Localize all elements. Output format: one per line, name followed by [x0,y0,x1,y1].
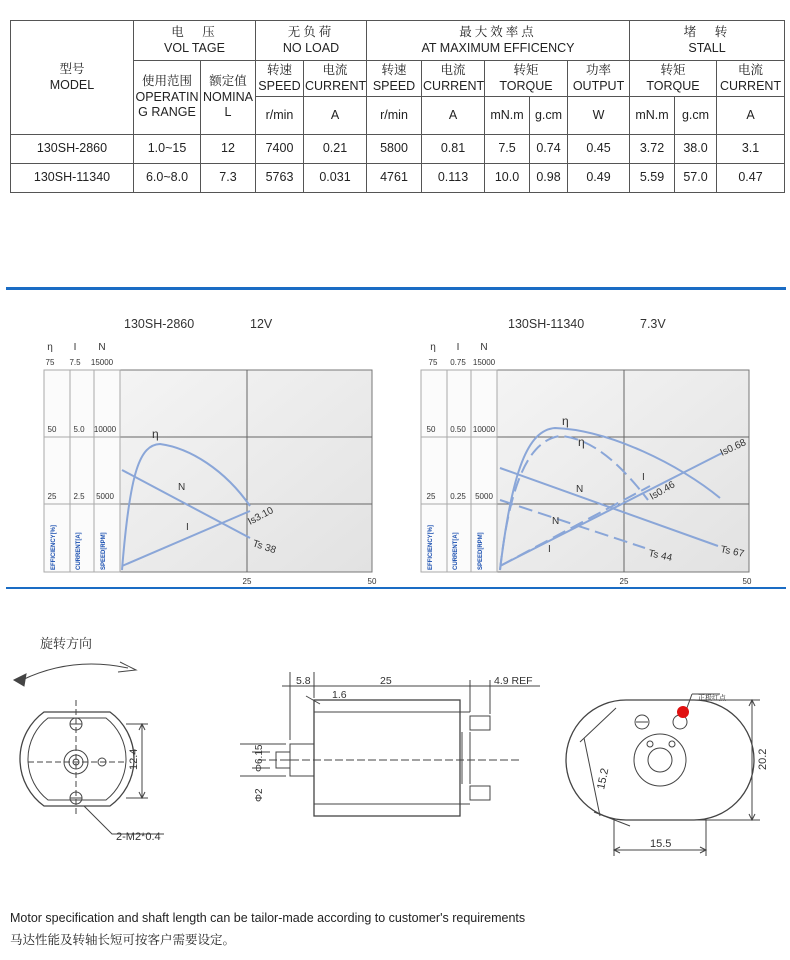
cell-st-torque-gcm: 38.0 [675,135,717,164]
cell-st-current: 3.1 [717,135,785,164]
model-header: 型号 MODEL [11,21,134,135]
cell-me-torque-gcm: 0.98 [530,164,568,193]
no-load-header: 无负荷 NO LOAD [256,21,367,61]
chart2-axis-label-efficiency: EFFICIENCY[%] [428,525,434,570]
cell-nl-current: 0.031 [304,164,367,193]
positive-terminal-red-dot [677,706,689,718]
rotation-direction-label: 旋转方向 [40,636,93,651]
dim-12-4: 12.4 [128,748,140,770]
max-efficiency-header: 最大效率点 AT MAXIMUM EFFICENCY [367,21,630,61]
chart1-label-ts: Ts 38 [251,538,278,557]
cell-range: 6.0~8.0 [134,164,201,193]
chart2-axis-label-current: CURRENT[A] [453,532,459,570]
me-speed-header: 转速 SPEED [367,61,422,97]
chart2-tick: 25 [426,492,436,501]
chart1-label-n: N [178,482,186,493]
cell-me-speed: 4761 [367,164,422,193]
dim-15-2: 15.2 [595,767,612,791]
chart2 [421,342,752,586]
cell-me-torque-mnm: 10.0 [485,164,530,193]
chart2-label-ts: Ts 67 [719,544,746,560]
side-view [240,672,540,816]
cell-model: 130SH-11340 [11,164,134,193]
table-row [11,164,785,193]
unit-rpm: r/min [367,97,422,135]
section-divider-top [6,287,786,290]
chart2-label-n-alt: N [552,516,560,527]
chart1-tick: 2.5 [73,492,85,501]
chart1-axis-head-n: N [98,342,106,353]
dim-15-5: 15.5 [650,838,672,850]
unit-amp: A [422,97,485,135]
stall-header: 堵 转 STALL [630,21,785,61]
unit-gcm: g.cm [530,97,568,135]
footer-note-en: Motor specification and shaft length can be tailor-made according to customer's requirements [10,911,526,925]
chart1-plot-area [120,370,372,572]
dim-20-2: 20.2 [757,748,769,770]
chart1-tick: 25 [47,492,57,501]
chart1-label-i: I [186,522,189,533]
cell-me-output: 0.45 [568,135,630,164]
rear-view [566,694,760,856]
chart1-axis-label-speed: SPEED[RPM] [101,532,107,570]
cell-me-output: 0.49 [568,164,630,193]
unit-mnm: mN.m [485,97,530,135]
chart2-label-eta: η [562,414,569,428]
cell-me-current: 0.113 [422,164,485,193]
chart2-label-n: N [576,484,584,495]
dim-screw-thread: 2-M2*0.4 [116,831,161,843]
front-view-left [20,700,164,834]
performance-charts [0,300,790,590]
chart2-tick: 0.25 [450,492,466,501]
dim-25: 25 [380,675,392,687]
dim-5-8: 5.8 [296,675,311,687]
nl-speed-header: 转速 SPEED [256,61,304,97]
cell-me-speed: 5800 [367,135,422,164]
voltage-header: 电 压 VOL TAGE [134,21,256,61]
st-torque-header: 转矩 TORQUE [630,61,717,97]
operating-range-header: 使用范围 OPERATING RANGE [134,61,201,135]
st-current-header: 电流 CURRENT [717,61,785,97]
table-row [11,135,785,164]
chart1-axis-label-current: CURRENT[A] [76,532,82,570]
chart1-x-tick: 25 [242,577,252,586]
chart2-x-tick: 25 [619,577,629,586]
chart2-tick: 75 [428,358,438,367]
cell-model: 130SH-2860 [11,135,134,164]
rotation-arrow-head [14,674,26,686]
unit-gcm: g.cm [675,97,717,135]
chart2-tick: 0.50 [450,425,466,434]
chart2-x-tick: 50 [742,577,752,586]
cell-st-current: 0.47 [717,164,785,193]
chart1-tick: 5.0 [73,425,85,434]
chart2-tick: 0.75 [450,358,466,367]
cell-me-torque-mnm: 7.5 [485,135,530,164]
chart2-label-i-alt: I [548,544,551,555]
chart1-label-is: Is3.10 [246,505,276,528]
chart1-label-eta: η [152,427,159,441]
unit-amp: A [717,97,785,135]
cell-range: 1.0~15 [134,135,201,164]
unit-amp: A [304,97,367,135]
nl-current-header: 电流 CURRENT [304,61,367,97]
technical-drawing [0,620,790,860]
chart2-tick: 5000 [475,492,493,501]
chart2-tick: 15000 [472,358,496,367]
spec-table [10,20,785,193]
nominal-header: 额定值 NOMINAL [201,61,256,135]
red-dot-label: 正极红点 [698,695,726,702]
cell-st-torque-mnm: 3.72 [630,135,675,164]
cell-nominal: 12 [201,135,256,164]
chart1-axis-label-efficiency: EFFICIENCY[%] [51,525,57,570]
chart2-label-eta-alt: η [578,435,585,449]
cell-me-torque-gcm: 0.74 [530,135,568,164]
dim-1-6: 1.6 [332,689,347,701]
unit-watt: W [568,97,630,135]
chart2-label-is-alt: Is0.46 [648,479,678,503]
rotation-arrow [22,664,128,680]
footer-note-zh: 马达性能及转轴长短可按客户需要设定。 [10,933,236,947]
chart2-label-is: Is0.68 [718,437,748,459]
chart2-axis-head-eta: η [430,342,436,353]
cell-st-torque-gcm: 57.0 [675,164,717,193]
chart1-voltage: 12V [250,317,273,331]
chart2-axis-label-speed: SPEED[RPM] [478,532,484,570]
chart1-axis-head-eta: η [47,342,53,353]
chart2-axis-head-i: I [456,342,460,353]
cell-st-torque-mnm: 5.59 [630,164,675,193]
chart1-tick: 5000 [96,492,114,501]
me-output-header: 功率 OUTPUT [568,61,630,97]
chart1-axis-head-i: I [73,342,77,353]
chart1-tick: 7.5 [69,358,81,367]
chart2-model: 130SH-11340 [508,317,585,331]
me-torque-header: 转矩 TORQUE [485,61,568,97]
chart1-tick: 50 [47,425,57,434]
chart1-tick: 10000 [93,425,117,434]
dim-2: Φ2 [254,788,265,802]
chart2-tick: 50 [426,425,436,434]
cell-nl-speed: 7400 [256,135,304,164]
cell-nl-speed: 5763 [256,164,304,193]
chart2-voltage: 7.3V [640,317,666,331]
cell-nl-current: 0.21 [304,135,367,164]
chart2-label-i: I [642,472,645,483]
chart1-x-tick: 50 [367,577,377,586]
cell-nominal: 7.3 [201,164,256,193]
dim-4-9-ref: 4.9 REF [494,675,533,687]
chart2-tick: 10000 [472,425,496,434]
chart1-model: 130SH-2860 [124,317,195,331]
unit-mnm: mN.m [630,97,675,135]
chart2-label-ts-alt: Ts 44 [647,548,674,564]
dim-shaft-diameter: Φ6.15 [254,744,265,772]
chart1-tick: 75 [45,358,55,367]
cell-me-current: 0.81 [422,135,485,164]
chart1 [44,342,377,586]
chart1-tick: 15000 [90,358,114,367]
me-current-header: 电流 CURRENT [422,61,485,97]
header-row-groups [11,21,785,61]
unit-rpm: r/min [256,97,304,135]
chart2-axis-head-n: N [480,342,488,353]
